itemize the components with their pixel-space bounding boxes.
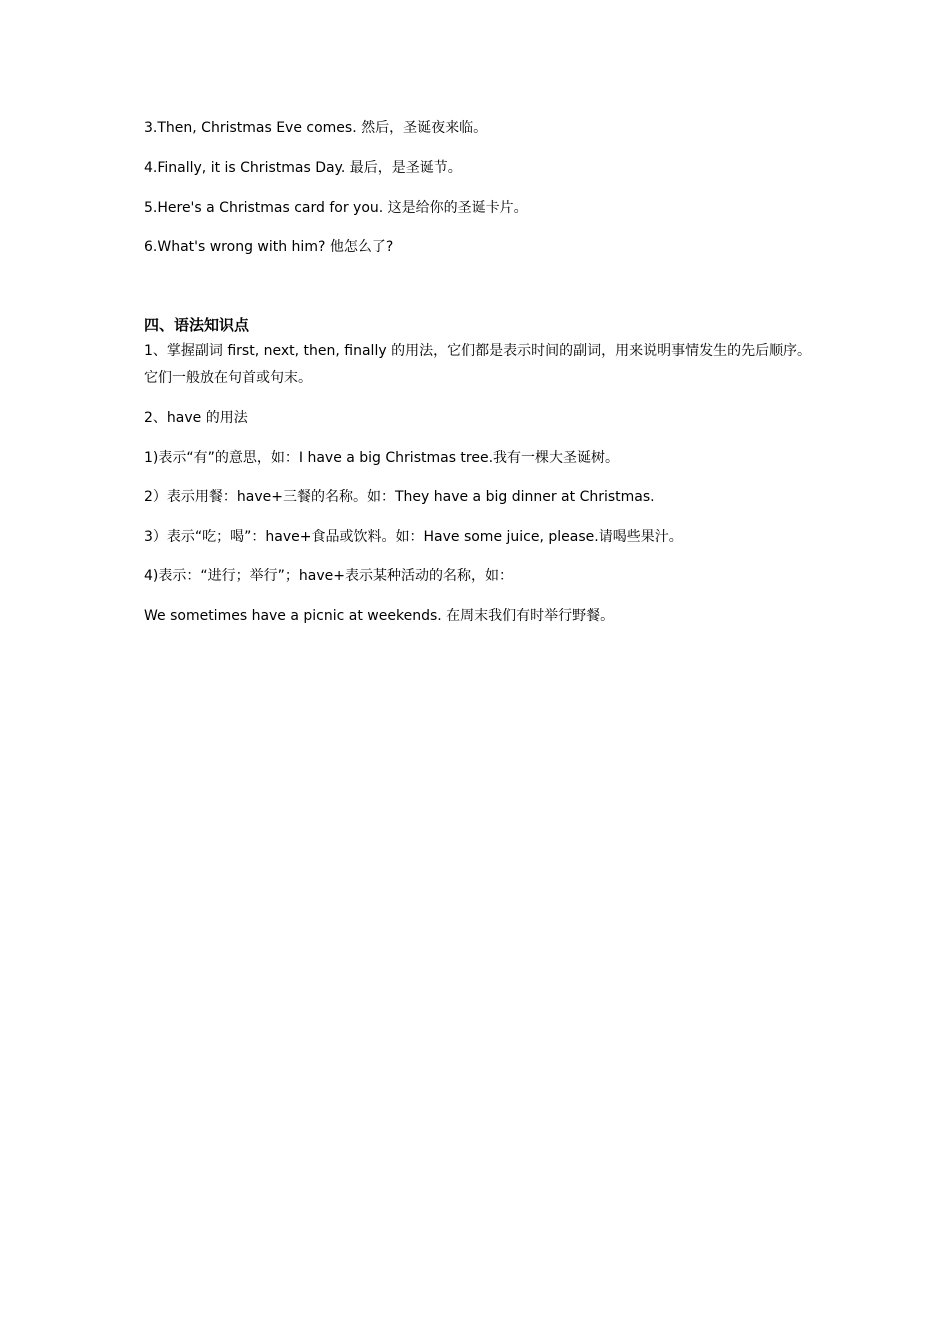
sentence-4: 4.Finally, it is Christmas Day. 最后，是圣诞节。 bbox=[144, 160, 462, 176]
usage-1: 1)表示“有”的意思，如：I have a big Christmas tree.我有一棵大圣诞树。 bbox=[144, 450, 620, 466]
section-heading: 四、语法知识点 bbox=[144, 316, 250, 334]
example-sentence: We sometimes have a picnic at weekends. 在周末我们有时举行野餐。 bbox=[144, 608, 615, 624]
sentence-6: 6.What's wrong with him? 他怎么了? bbox=[144, 239, 394, 255]
usage-4: 4)表示：“进行；举行”；have+表示某种活动的名称，如： bbox=[144, 568, 513, 584]
sentence-3: 3.Then, Christmas Eve comes. 然后，圣诞夜来临。 bbox=[144, 120, 488, 136]
sentence-5: 5.Here's a Christmas card for you. 这是给你的圣诞卡片。 bbox=[144, 200, 528, 216]
grammar-point-1: 1、掌握副词 first, next, then, finally 的用法，它们都是表示时间的副词，用来说明事情发生的先后顺序。它们一般放在句首或句末。 bbox=[144, 343, 812, 386]
grammar-point-2: 2、have 的用法 bbox=[144, 410, 248, 426]
usage-2: 2）表示用餐：have+三餐的名称。如：They have a big dinner at Christmas. bbox=[144, 489, 655, 505]
usage-3: 3）表示“吃；喝”：have+食品或饮料。如：Have some juice, please.请喝些果汁。 bbox=[144, 529, 683, 545]
